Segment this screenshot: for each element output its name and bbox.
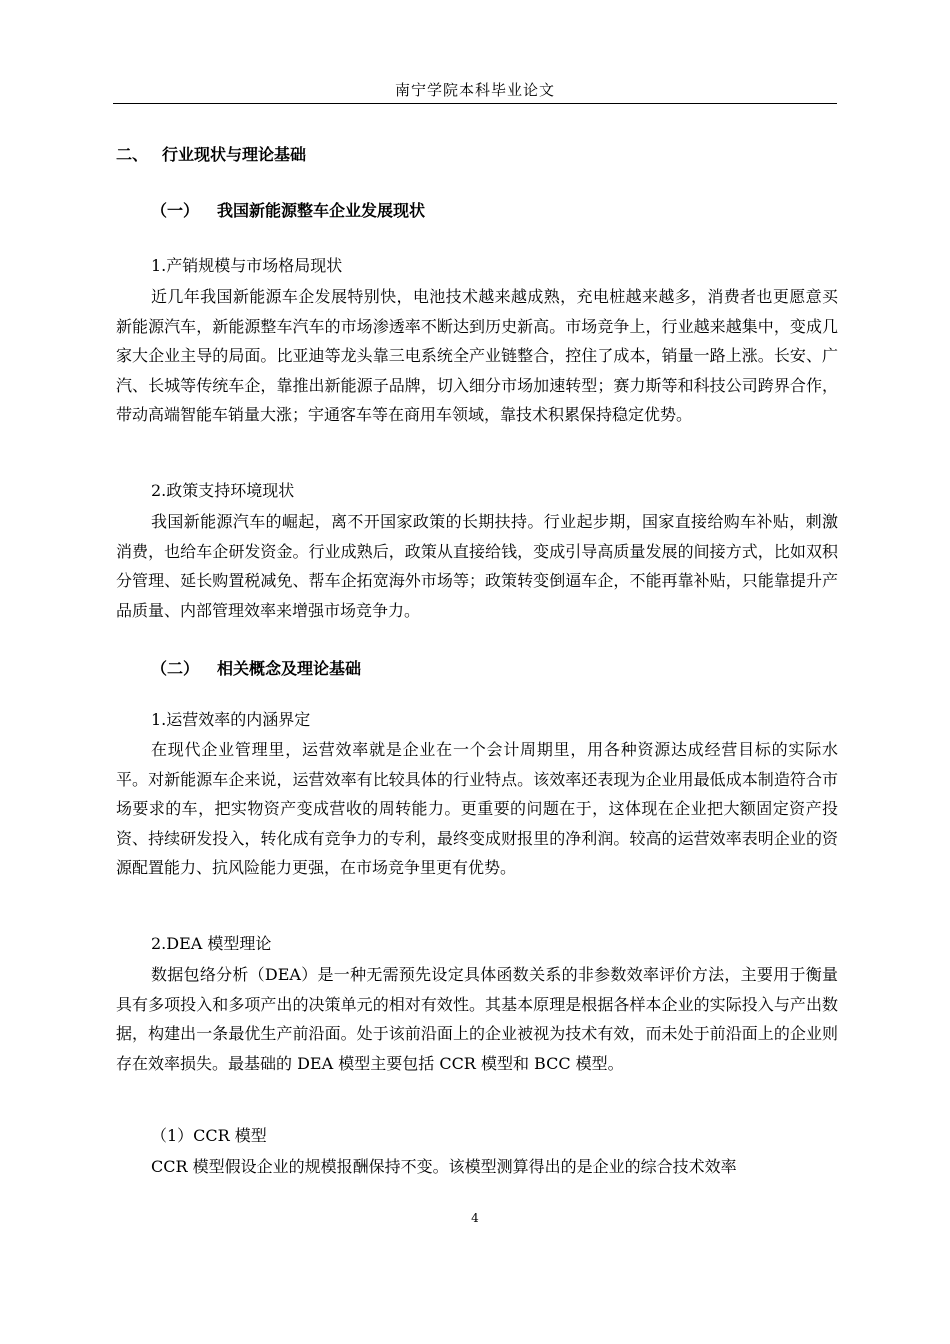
section-heading	[116, 143, 306, 167]
subsection-title: 我国新能源整车企业发展现状	[217, 201, 426, 220]
running-header: 南宁学院本科毕业论文	[394, 81, 555, 99]
paragraph: 数据包络分析（DEA）是一种无需预先设定具体函数关系的非参数效率评价方法，主要用于衡量具有多项投入和多项产出的决策单元的相对有效性。其基本原理是根据各样本企业的实际投入与产出数据，构建出一条最优生产前沿面。处于该前沿面上的企业被视为技术有效，而未处于前沿面上的企业则存在效率损失。最基础的 DEA 模型主要包括 CCR 模型和 BCC 模型。	[116, 965, 838, 1073]
subsection-heading-2	[151, 657, 361, 681]
page-number: 4	[471, 1211, 479, 1225]
item-title: 2.政策支持环境现状	[151, 481, 295, 500]
subsection-number: （一）	[151, 201, 200, 220]
header-rule	[113, 103, 837, 104]
paragraph: 在现代企业管理里，运营效率就是企业在一个会计周期里，用各种资源达成经营目标的实际水平。对新能源车企来说，运营效率有比较具体的行业特点。该效率还表现为企业用最低成本制造符合市场要求的车，把实物资产变成营收的周转能力。更重要的问题在于，这体现在企业把大额固定资产投资、持续研发投入，转化成有竞争力的专利，最终变成财报里的净利润。较高的运营效率表明企业的资源配置能力、抗风险能力更强，在市场竞争里更有优势。	[116, 740, 838, 877]
section-number: 二、	[116, 145, 149, 164]
item-title: 2.DEA 模型理论	[151, 934, 272, 953]
paragraph: CCR 模型假设企业的规模报酬保持不变。该模型测算得出的是企业的综合技术效率	[151, 1157, 737, 1176]
subsection-title: 相关概念及理论基础	[217, 659, 362, 678]
paragraph: 我国新能源汽车的崛起，离不开国家政策的长期扶持。行业起步期，国家直接给购车补贴，刺激消费，也给车企研发资金。行业成熟后，政策从直接给钱，变成引导高质量发展的间接方式，比如双积分管理、延长购置税减免、帮车企拓宽海外市场等；政策转变倒逼车企，不能再靠补贴，只能靠提升产品质量、内部管理效率来增强市场竞争力。	[116, 512, 838, 620]
item-title: 1.运营效率的内涵界定	[151, 710, 311, 729]
item-title: 1.产销规模与市场格局现状	[151, 256, 343, 275]
paragraph: 近几年我国新能源车企发展特别快，电池技术越来越成熟，充电桩越来越多，消费者也更愿意买新能源汽车，新能源整车汽车的市场渗透率不断达到历史新高。市场竞争上，行业越来越集中，变成几家大企业主导的局面。比亚迪等龙头靠三电系统全产业链整合，控住了成本，销量一路上涨。长安、广汽、长城等传统车企，靠推出新能源子品牌，切入细分市场加速转型；赛力斯等和科技公司跨界合作，带动高端智能车销量大涨；宇通客车等在商用车领域，靠技术积累保持稳定优势。	[116, 287, 838, 424]
subsection-heading-1	[151, 199, 425, 223]
subsection-number: （二）	[151, 659, 200, 678]
section-title: 行业现状与理论基础	[162, 145, 307, 164]
item-title: （1）CCR 模型	[151, 1126, 267, 1145]
